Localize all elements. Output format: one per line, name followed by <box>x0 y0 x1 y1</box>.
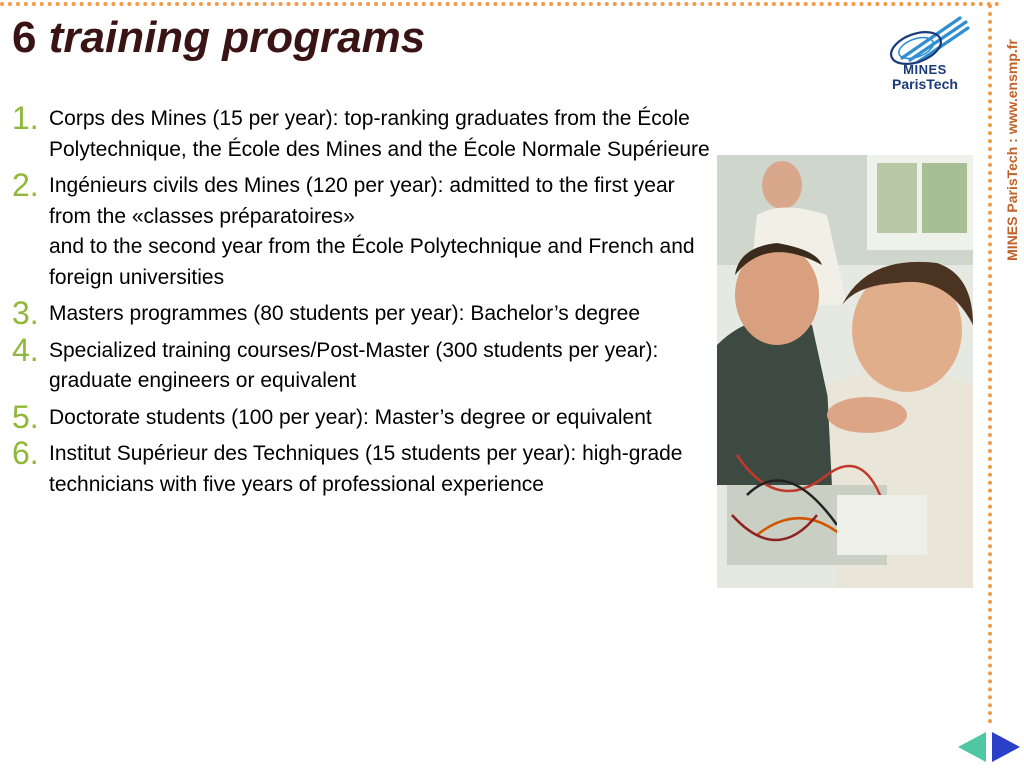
program-list <box>12 100 718 506</box>
item-number: 5. <box>12 398 39 435</box>
item-text: Masters programmes (80 students per year): Bachelor’s degree <box>49 302 640 325</box>
list-item <box>12 398 718 435</box>
title-text: training programs <box>48 13 426 62</box>
logo-paris: Paris <box>892 76 927 92</box>
next-arrow-icon[interactable] <box>992 732 1020 762</box>
title-number: 6 <box>12 13 37 62</box>
prev-arrow-icon[interactable] <box>958 732 986 762</box>
vertical-site-label: MINES ParisTech : www.ensmp.fr <box>1004 39 1020 261</box>
logo-line-paristech <box>880 77 970 92</box>
item-number: 4. <box>12 331 39 368</box>
list-item <box>12 435 718 500</box>
right-dotted-border <box>988 4 992 724</box>
list-item <box>12 100 718 165</box>
logo-tech: Tech <box>926 76 958 92</box>
students-electronics-photo <box>717 155 973 588</box>
list-item <box>12 331 718 397</box>
item-text: Specialized training courses/Post-Master (300 students per year): graduate engineers or equivalent <box>49 338 659 392</box>
item-text: Doctorate students (100 per year): Master’s degree or equivalent <box>49 405 652 429</box>
logo-line-mines: MINES <box>903 62 947 77</box>
item-text: Institut Supérieur des Techniques (15 students per year): high-grade technicians with five years of professional experience <box>49 442 683 496</box>
item-number: 6. <box>12 435 39 471</box>
item-number: 1. <box>12 100 39 136</box>
item-number: 2. <box>12 167 39 203</box>
item-number: 3. <box>12 295 39 331</box>
logo-wordmark <box>880 62 970 92</box>
item-text: Corps des Mines (15 per year): top-ranking graduates from the École Polytechnique, the École des Mines and the École Normale Supérieure <box>49 107 710 161</box>
item-text: Ingénieurs civils des Mines (120 per year): admitted to the first year from the «classes préparatoires» <box>49 174 675 228</box>
list-item <box>12 295 718 331</box>
top-dotted-border <box>0 2 1000 6</box>
list-item <box>12 167 718 293</box>
slide-title <box>12 12 425 64</box>
item-text-continued: and to the second year from the École Polytechnique and French and foreign universities <box>49 235 695 289</box>
